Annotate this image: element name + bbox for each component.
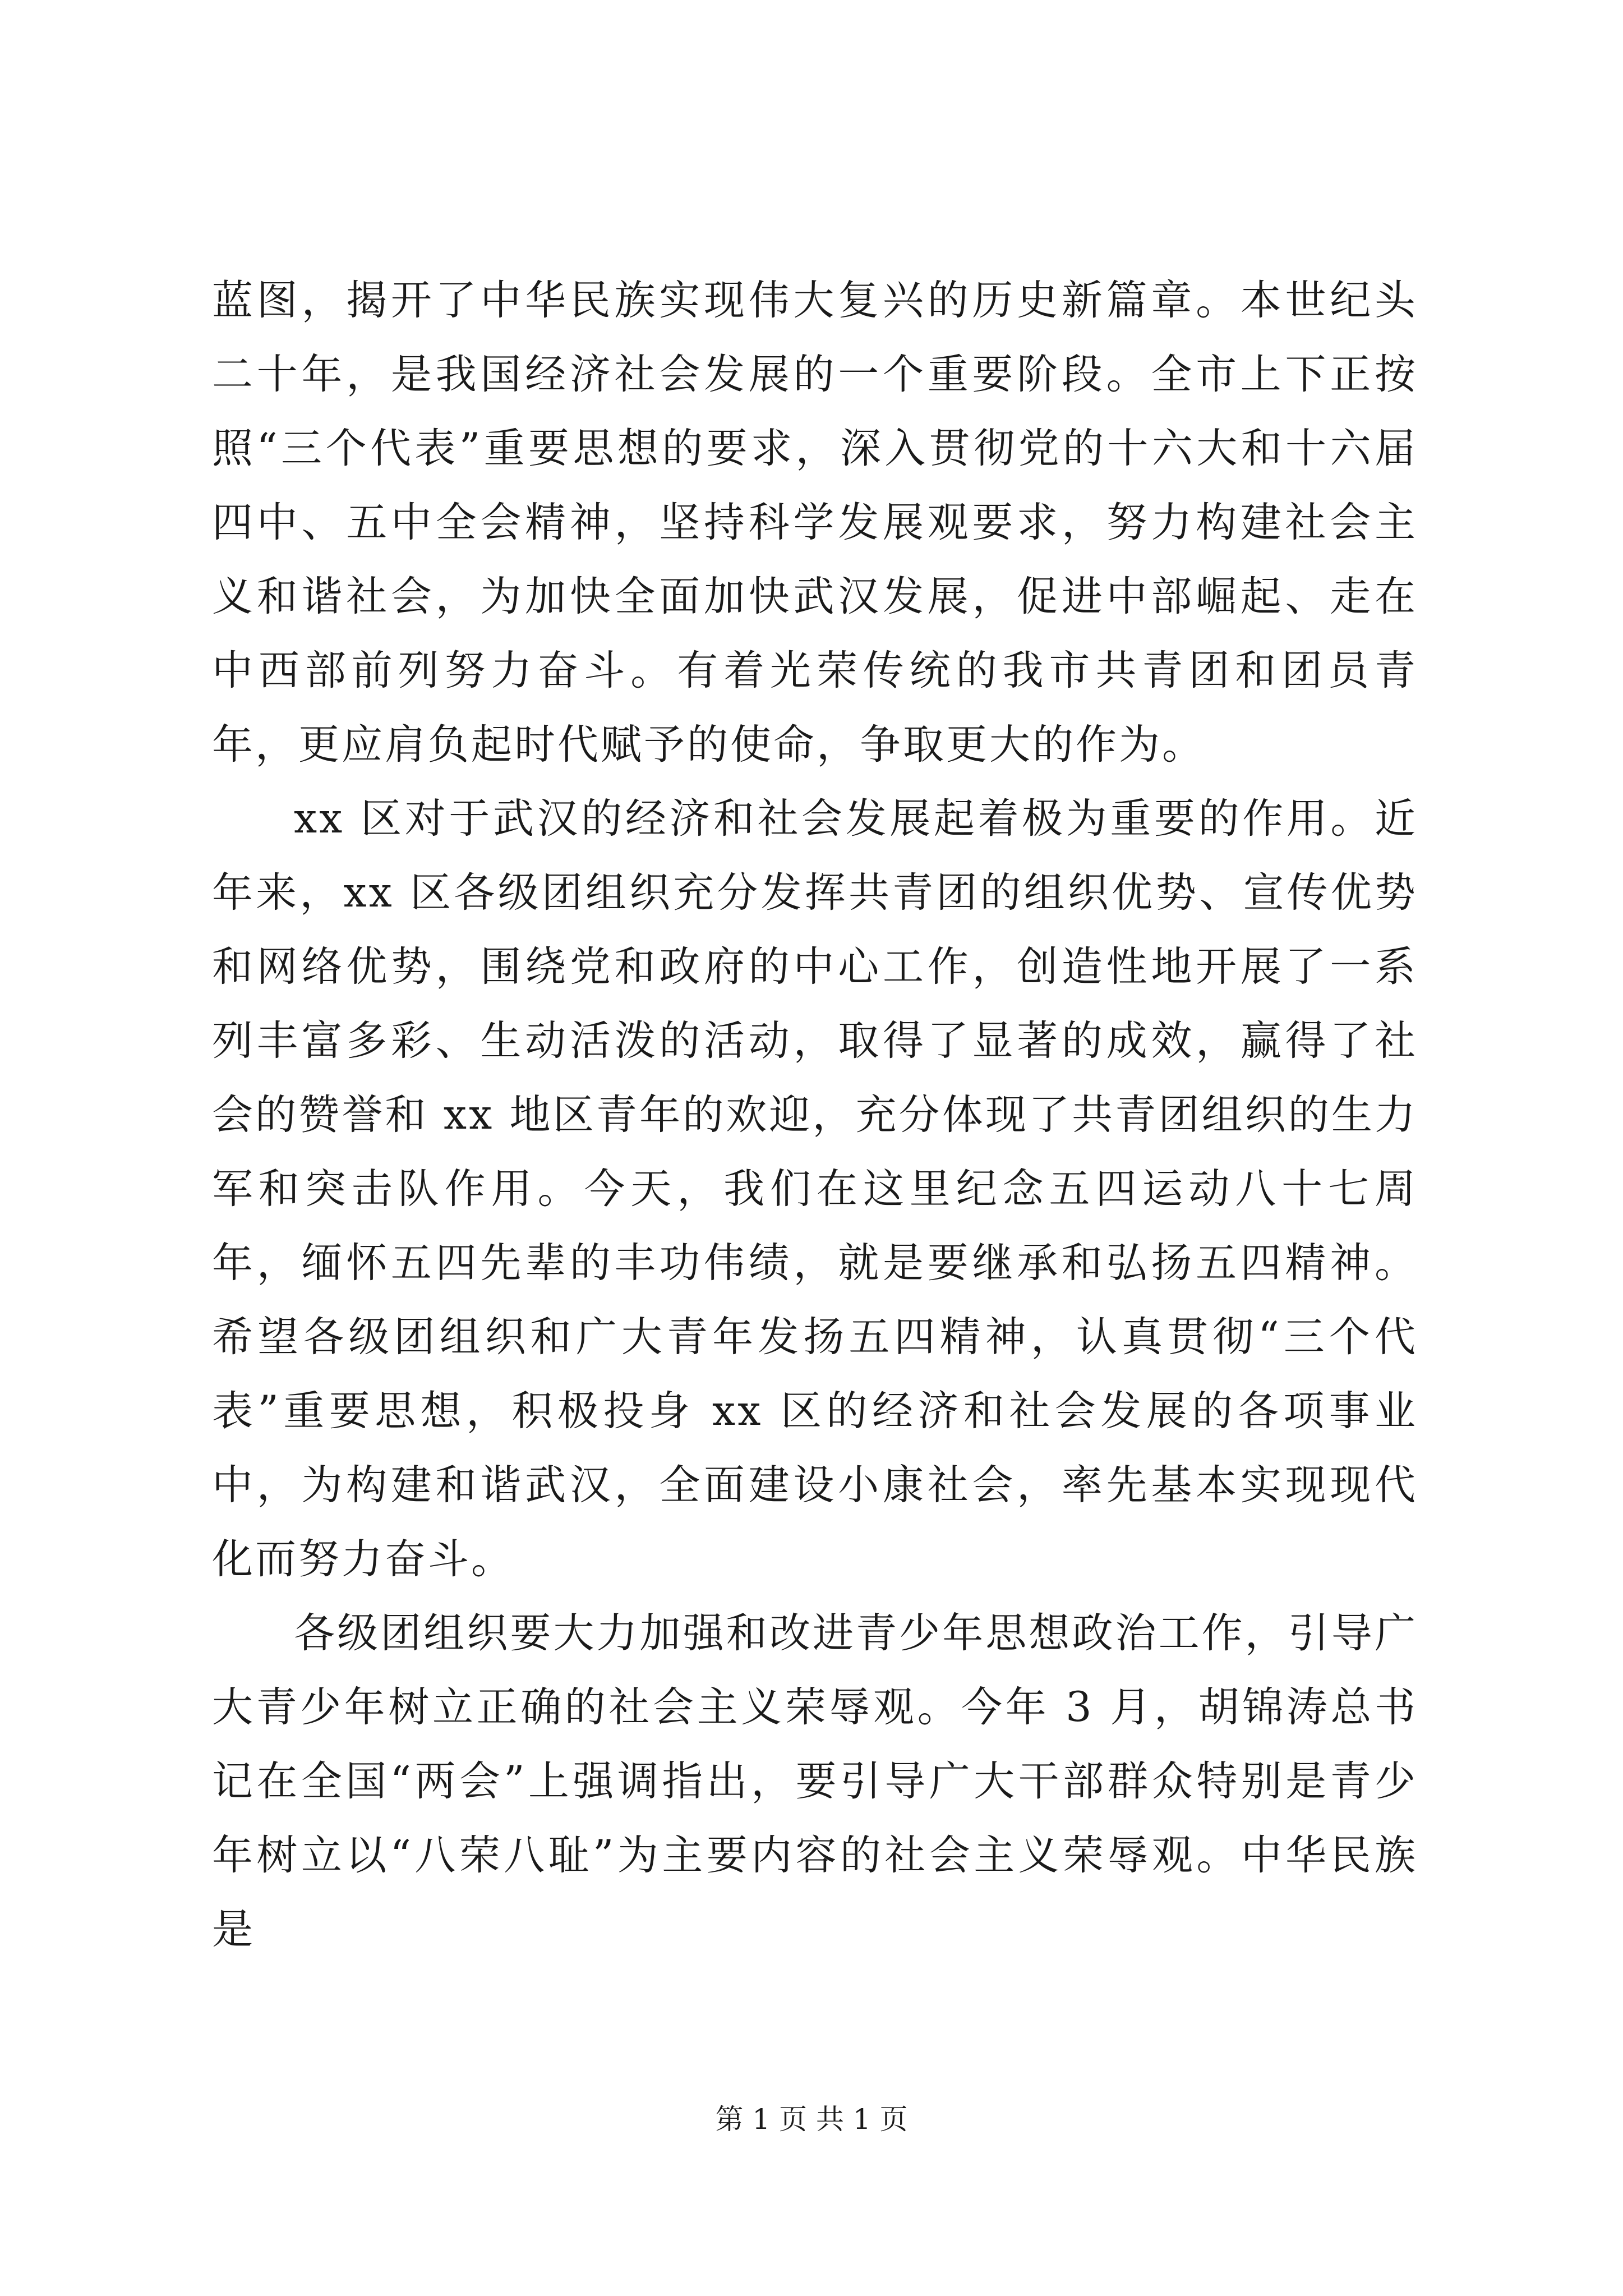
- page-number-footer: 第 1 页 共 1 页: [715, 2103, 908, 2136]
- paragraph-3: 各级团组织要大力加强和改进青少年思想政治工作，引导广大青少年树立正确的社会主义荣辱观。今年 3 月，胡锦涛总书记在全国“两会”上强调指出，要引导广大干部群众特别是青少年树立以“八荣八耻”为主要内容的社会主义荣辱观。中华民族是: [212, 1609, 1418, 1953]
- paragraph-2: xx 区对于武汉的经济和社会发展起着极为重要的作用。近年来，xx 区各级团组织充分发挥共青团的组织优势、宣传优势和网络优势，围绕党和政府的中心工作，创造性地开展了一系列丰富多彩、生动活泼的活动，取得了显著的成效，赢得了社会的赞誉和 xx 地区青年的欢迎，充分体现了共青团组织的生力军和突击队作用。今天，我们在这里纪念五四运动八十七周年，缅怀五四先辈的丰功伟绩，就是要继承和弘扬五四精神。希望各级团组织和广大青年发扬五四精神，认真贯彻“三个代表”重要思想，积极投身 xx 区的经济和社会发展的各项事业中，为构建和谐武汉，全面建设小康社会，率先基本实现现代化而努力奋斗。: [212, 795, 1418, 1583]
- document-body: [212, 264, 1418, 1967]
- paragraph-1: 蓝图，揭开了中华民族实现伟大复兴的历史新篇章。本世纪头二十年，是我国经济社会发展的一个重要阶段。全市上下正按照“三个代表”重要思想的要求，深入贯彻党的十六大和十六届四中、五中全会精神，坚持科学发展观要求，努力构建社会主义和谐社会，为加快全面加快武汉发展，促进中部崛起、走在中西部前列努力奋斗。有着光荣传统的我市共青团和团员青年，更应肩负起时代赋予的使命，争取更大的作为。: [212, 277, 1418, 769]
